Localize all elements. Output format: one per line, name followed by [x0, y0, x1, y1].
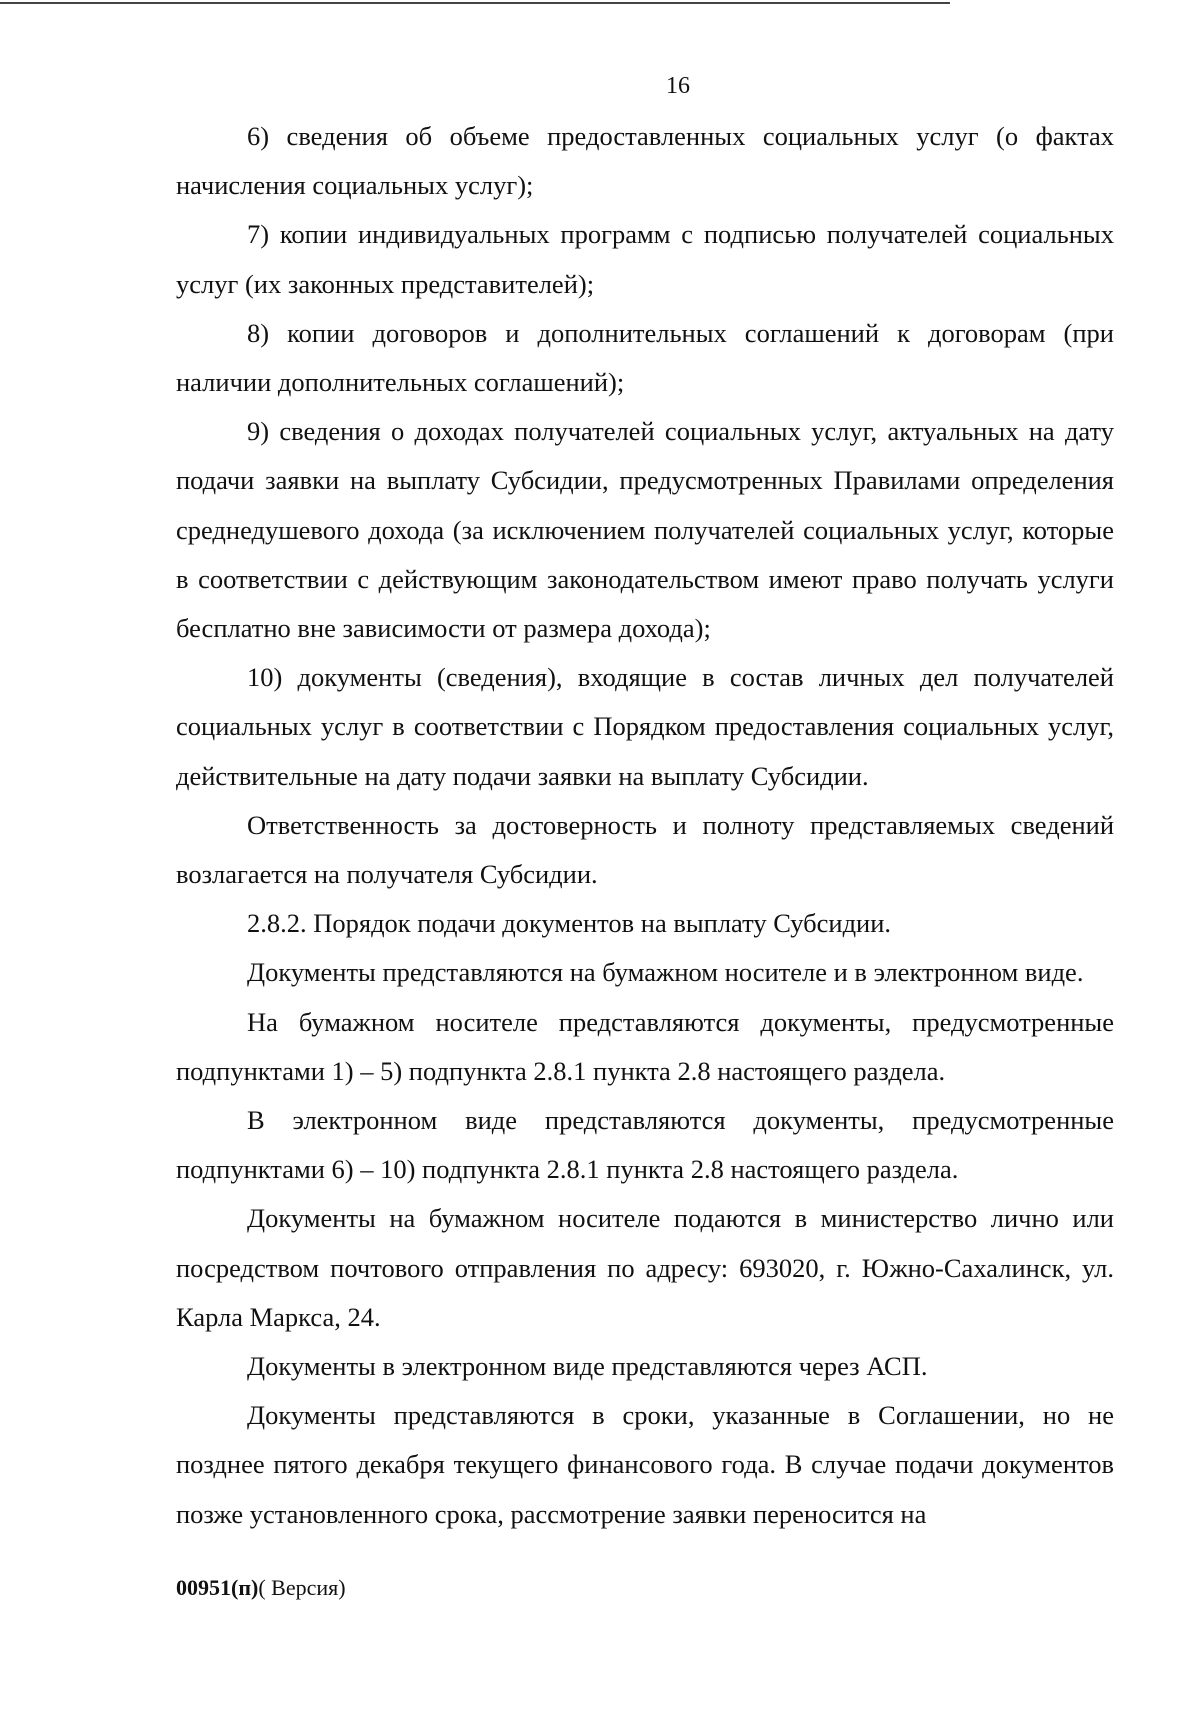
paragraph-item-7: 7) копии индивидуальных программ с подписью получателей социальных услуг (их законных представителей);	[176, 219, 1114, 299]
footer-document-code: 00951(п)	[176, 1575, 259, 1600]
footer-version-label: ( Версия)	[258, 1575, 346, 1600]
document-body	[176, 112, 1114, 1539]
paragraph-paper-documents: На бумажном носителе представляются документы, предусмотренные подпунктами 1) – 5) подпункта 2.8.1 пункта 2.8 настоящего раздела.	[176, 1006, 1114, 1086]
paragraph-electronic-documents: В электронном виде представляются документы, предусмотренные подпунктами 6) – 10) подпункта 2.8.1 пункта 2.8 настоящего раздела.	[176, 1105, 1114, 1185]
top-rule	[0, 2, 950, 4]
paragraph-item-10: 10) документы (сведения), входящие в состав личных дел получателей социальных услуг в соответствии с Порядком предоставления социальных услуг, действительные на дату подачи заявки на выплату Субсидии.	[176, 662, 1114, 791]
paragraph-section-2-8-2: 2.8.2. Порядок подачи документов на выплату Субсидии.	[247, 908, 892, 939]
page-number: 16	[666, 73, 690, 99]
paragraph-paper-submission-address: Документы на бумажном носителе подаются в министерство лично или посредством почтового отправления по адресу: 693020, г. Южно-Сахалинск, ул. Карла Маркса, 24.	[176, 1203, 1114, 1332]
paragraph-deadlines: Документы представляются в сроки, указанные в Соглашении, но не позднее пятого декабря текущего финансового года. В случае подачи документов позже установленного срока, рассмотрение заявки переносится на	[176, 1400, 1114, 1529]
paragraph-submission-forms: Документы представляются на бумажном носителе и в электронном виде.	[247, 957, 1084, 988]
document-footer	[176, 1574, 346, 1602]
paragraph-item-8: 8) копии договоров и дополнительных соглашений к договорам (при наличии дополнительных соглашений);	[176, 317, 1114, 398]
paragraph-electronic-submission: Документы в электронном виде представляются через АСП.	[247, 1351, 928, 1382]
paragraph-responsibility: Ответственность за достоверность и полноту представляемых сведений возлагается на получателя Субсидии.	[176, 809, 1114, 890]
paragraph-item-9: 9) сведения о доходах получателей социальных услуг, актуальных на дату подачи заявки на выплату Субсидии, предусмотренных Правилами определения среднедушевого дохода (за исключением получателей социальных услуг, которые в соответствии с действующим законодательством имеют право получать услуги бесплатно вне зависимости от размера дохода);	[176, 416, 1114, 644]
paragraph-item-6: 6) сведения об объеме предоставленных социальных услуг (о фактах начисления социальных услуг);	[176, 121, 1114, 201]
